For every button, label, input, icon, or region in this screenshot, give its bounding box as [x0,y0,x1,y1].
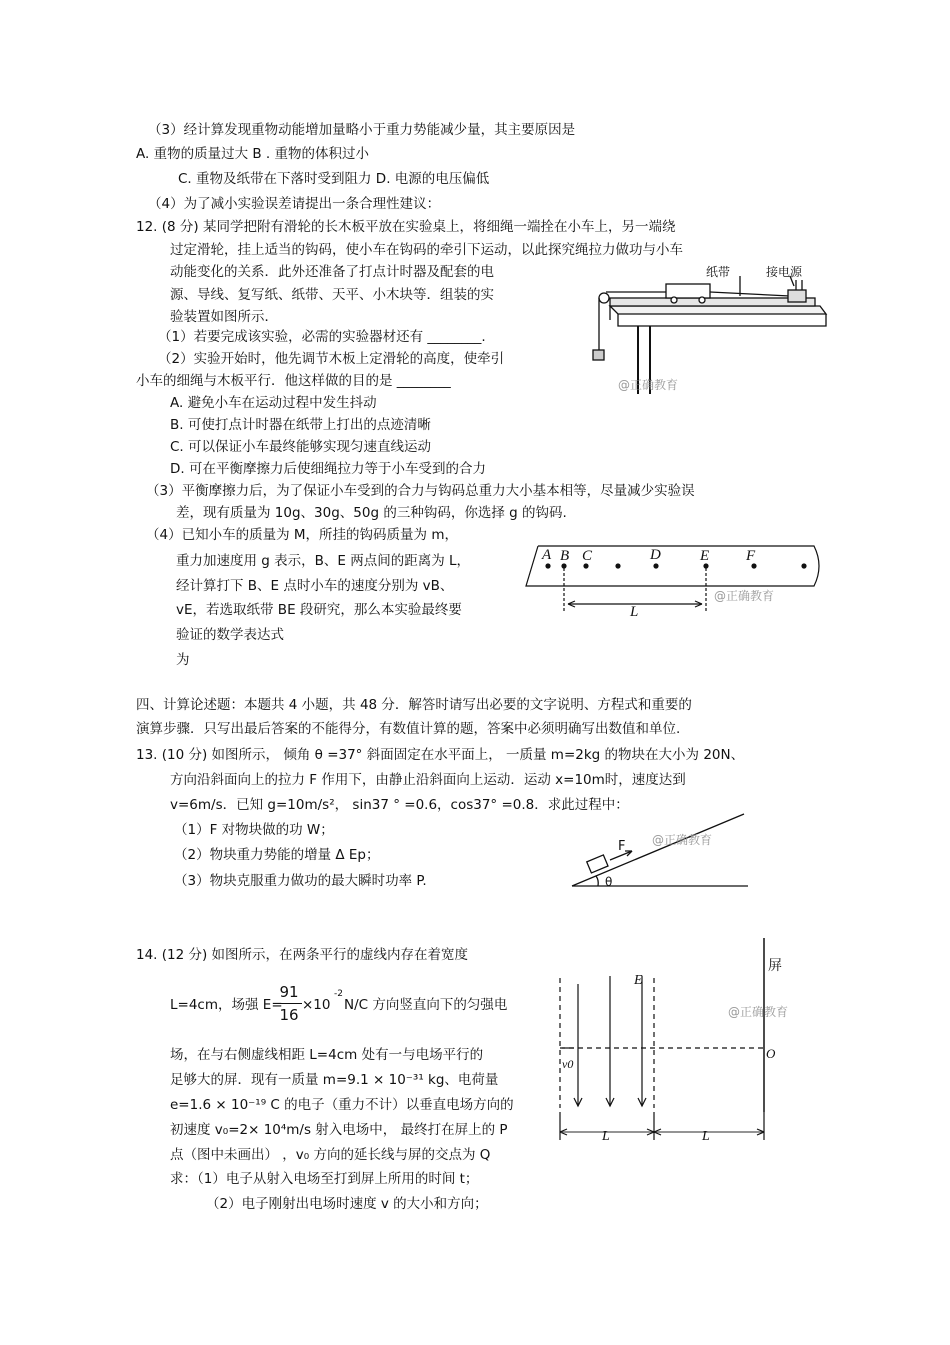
velocity-label: v0 [562,1057,574,1071]
q13-stem-2: 方向沿斜面向上的拉力 F 作用下，由静止沿斜面向上运动．运动 x=10m时，速度达到 [170,772,686,788]
q14-part2: （2）电子刚射出电场时速度 v 的大小和方向； [206,1196,488,1212]
field-figure [550,936,800,1148]
length-label: L [630,604,639,620]
q12-part4-l4: vE，若选取纸带 BE 段研究，那么本实验最终要 [176,602,462,618]
watermark: @正确教育 [652,833,713,847]
q12-option-d: D. 可在平衡摩擦力后使细绳拉力等于小车受到的合力 [170,461,486,477]
q12-part2: （2）实验开始时，他先调节木板上定滑轮的高度，使牵引 [158,351,505,367]
q13-stem-3: v=6m/s．已知 g=10m/s²， sin37 ° =0.6，cos37° =0.8．求此过程中： [170,797,629,813]
field-label: E [634,973,643,988]
point-c: C [582,548,593,564]
point-d: D [650,547,661,563]
q14-stem-5: e=1.6 × 10⁻¹⁹ C 的电子（重力不计）以垂直电场方向的 [170,1097,514,1113]
q14-field-exponent: -2 [334,989,343,999]
q14-stem-7: 点（图中未画出） ，v₀ 方向的延长线与屏的交点为 Q [170,1147,491,1163]
point-b: B [560,548,570,564]
section4-heading: 四、计算论述题：本题共 4 小题，共 48 分．解答时请写出必要的文字说明、方程式和重要的 [136,697,692,713]
fraction-denominator: 16 [279,1006,299,1024]
q14-stem-3: 场，在与右侧虚线相距 L=4cm 处有一与电场平行的 [170,1047,484,1063]
watermark: @正确教育 [728,1005,789,1019]
q14-field-power: ×10 [302,997,331,1013]
q14-stem-1: 14. (12 分) 如图所示，在两条平行的虚线内存在着宽度 [136,947,469,963]
q14-part1: 求：（1）电子从射入电场至打到屏上所用的时间 t； [170,1171,479,1187]
q14-field-text: L=4cm，场强 E= [170,997,283,1013]
q13-part3: （3）物块克服重力做功的最大瞬时功率 P. [174,873,427,889]
q11-options-ab: A. 重物的质量过大 B . 重物的体积过小 [136,146,370,162]
incline-figure [568,806,758,890]
label-power: 接电源 [766,265,803,279]
force-label: F [618,839,626,854]
q11-part3: （3）经计算发现重物动能增加量略小于重力势能减少量，其主要原因是 [148,122,576,138]
apparatus-figure [590,262,830,394]
q12-stem-1: 12. (8 分) 某同学把附有滑轮的长木板平放在实验桌上，将细绳一端拴在小车上，另一端绕 [136,219,676,235]
q12-part4-l6: 为 [176,652,190,668]
q12-part4-l5: 验证的数学表达式 [176,627,284,643]
q12-stem-4: 源、导线、复写纸、纸带、天平、小木块等．组装的实 [170,287,494,303]
point-f: F [746,548,756,564]
q11-options-cd: C. 重物及纸带在下落时受到阻力 D. 电源的电压偏低 [178,171,490,187]
q14-field-unit: N/C 方向竖直向下的匀强电 [344,997,508,1013]
q12-option-c: C. 可以保证小车最终能够实现匀速直线运动 [170,439,432,455]
screen-label: 屏 [768,958,782,974]
origin-label: O [766,1046,776,1061]
point-e: E [700,548,710,564]
fraction-numerator: 91 [279,983,299,1001]
gap-label-2: L [702,1129,710,1144]
q11-part4: （4）为了减小实验误差请提出一条合理性建议： [148,196,441,212]
q12-stem-5: 验装置如图所示． [170,309,278,325]
gap-label-1: L [602,1129,610,1144]
q14-stem-4: 足够大的屏．现有一质量 m=9.1 × 10⁻³¹ kg、电荷量 [170,1072,499,1088]
q13-part2: （2）物块重力势能的增量 Δ Ep； [174,847,380,863]
q12-part4-l2: 重力加速度用 g 表示，B、E 两点间的距离为 L， [176,553,471,569]
q14-fraction [276,982,302,1025]
q13-part1: （1）F 对物块做的功 W； [174,822,334,838]
fraction-bar [276,1003,302,1004]
watermark: @正确教育 [714,589,775,603]
tape-figure [518,540,828,620]
q12-part3: （3）平衡摩擦力后，为了保证小车受到的合力与钩码总重力大小基本相等，尽量减少实验误 [146,483,695,499]
q12-stem-3: 动能变化的关系．此外还准备了打点计时器及配套的电 [170,264,494,280]
q12-part4-l3: 经计算打下 B、E 点时小车的速度分别为 vB、 [176,578,454,594]
q13-stem-1: 13. (10 分) 如图所示， 倾角 θ =37° 斜面固定在水平面上， 一质量 m=2kg 的物块在大小为 20N、 [136,747,745,763]
q12-option-b: B. 可使打点计时器在纸带上打出的点迹清晰 [170,417,431,433]
q12-part2-cont: 小车的细绳与木板平行．他这样做的目的是 ________ [136,373,451,389]
label-paper-tape: 纸带 [706,265,731,279]
section4-heading-cont: 演算步骤．只写出最后答案的不能得分，有数值计算的题，答案中必须明确写出数值和单位. [136,721,681,737]
point-a: A [542,547,552,563]
q12-option-a: A. 避免小车在运动过程中发生抖动 [170,395,377,411]
q12-part1: （1）若要完成该实验，必需的实验器材还有 ________. [158,329,486,345]
angle-label: θ [605,875,613,889]
watermark: @正确教育 [618,378,679,392]
q12-stem-2: 过定滑轮，挂上适当的钩码，使小车在钩码的牵引下运动，以此探究绳拉力做功与小车 [170,242,683,258]
q12-part3-cont: 差，现有质量为 10g、30g、50g 的三种钩码，你选择 g 的钩码. [176,505,567,521]
q14-stem-6: 初速度 v₀=2× 10⁴m/s 射入电场中， 最终打在屏上的 P [170,1122,508,1138]
q12-part4: （4）已知小车的质量为 M，所挂的钩码质量为 m， [146,527,458,543]
